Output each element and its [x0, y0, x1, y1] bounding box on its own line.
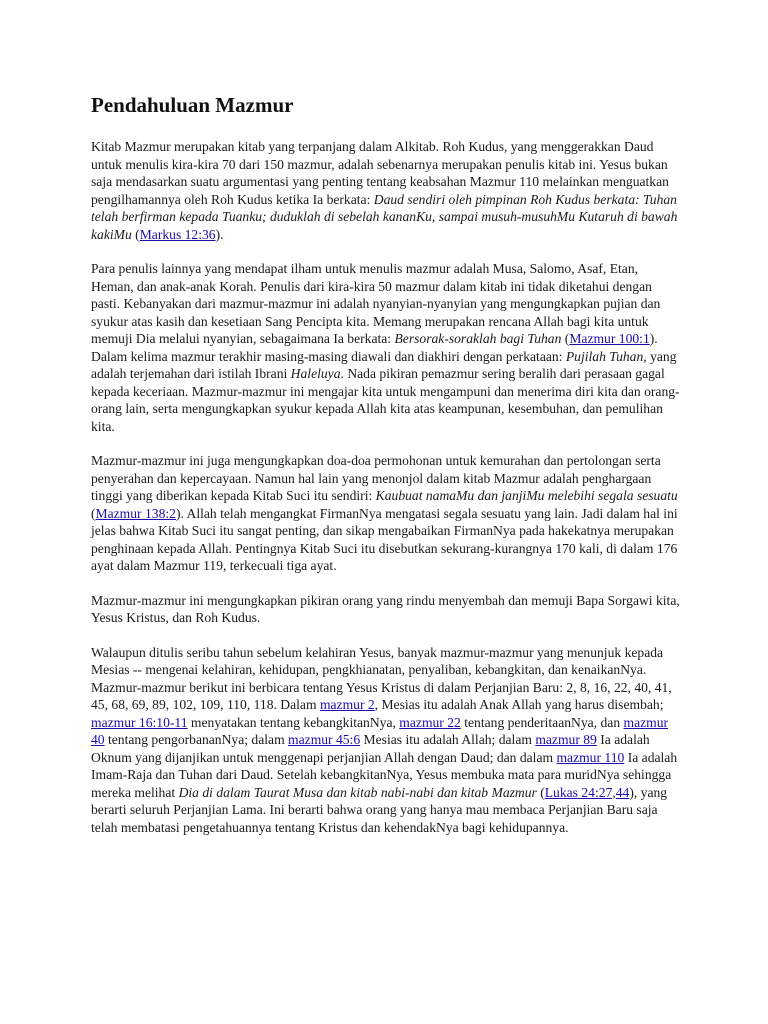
text: Para penulis lainnya yang mendapat ilham untuk menulis mazmur adalah Musa, Salomo, Asaf, Etan, Heman, dan anak-anak Korah. Penulis dari kira-kira 50 mazmur dalam kitab ini tidak diketahui dengan pasti. Kebanyakan dari mazmur-mazmur ini adalah nyanyian-nyanyian yang mengungkapkan pujian dan syukur atas kasih dan kesetiaan Sang Pencipta kita. Memang merupakan rencana Allah bagi kita untuk memuji Dia melalui nyanyian, sebagaimana Ia berkata: — [91, 261, 661, 346]
text: menyatakan tentang kebangkitanNya, — [187, 714, 400, 730]
text: ). Dalam kelima mazmur terakhir masing-masing diawali dan diakhiri dengan perkataan: — [91, 331, 658, 364]
paragraph-5 — [91, 644, 681, 837]
quote: Daud sendiri oleh pimpinan Roh Kudus berkata: Tuhan telah berfirman kepada Tuanku; duduklah di sebelah kananKu, sampai musuh-musuhMu Kutaruh di bawah kakiMu — [91, 191, 678, 242]
page-title: Pendahuluan Mazmur — [91, 93, 294, 117]
text: ). Allah telah mengangkat FirmanNya mengatasi segala sesuatu yang lain. Jadi dalam hal ini jelas bahwa Kitab Suci itu sangat penting, dan sikap mengabaikan FirmanNya pada hakekatnya merupakan penghinaan kepada Allah. Pentingnya Kitab Suci itu disebutkan sekurang-kurangnya 170 kali, di dalam 176 ayat dalam Mazmur 119, terkecuali tiga ayat. — [91, 505, 678, 573]
link-mazmur-89[interactable]: mazmur 89 — [535, 732, 597, 747]
text: Mazmur-mazmur ini juga mengungkapkan doa-doa permohonan untuk kemurahan dan pertolongan serta penyerahan dan kepercayaan. Namun hal lain yang menonjol dalam kitab Mazmur adalah penghargaan tinggi yang diberikan kepada Kitab Suci itu sendiri: — [91, 453, 661, 503]
text: , Mesias itu adalah Anak Allah yang harus disembah; — [374, 697, 664, 712]
text: Mesias itu adalah Allah; dalam — [360, 732, 536, 747]
quote: Haleluya — [290, 366, 341, 381]
text: Kitab Mazmur merupakan kitab yang terpanjang dalam Alkitab. Roh Kudus, yang menggerakkan Daud untuk menulis kira-kira 70 dari 150 mazmur, adalah sebenarnya merupakan penulis kitab ini. Yesus bukan saja mendasarkan suatu argumentasi yang penting tentang keabsahan Mazmur 110 melainkan menguatkan pengilhamannya oleh Roh Kudus ketika Ia berkata: — [91, 139, 669, 207]
quote: Kaubuat namaMu dan janjiMu melebihi segala sesuatu — [375, 488, 678, 503]
paragraph-2 — [91, 260, 681, 435]
text: ( — [91, 505, 96, 521]
link-mazmur-40[interactable]: mazmur 40 — [91, 714, 669, 747]
text: ( — [561, 331, 570, 346]
link-mazmur-110[interactable]: mazmur 110 — [556, 749, 625, 765]
link-lukas-24-27-44[interactable]: Lukas 24:27,44 — [544, 784, 630, 800]
link-mazmur-138-2[interactable]: Mazmur 138:2 — [95, 505, 176, 521]
link-mazmur-45-6[interactable]: mazmur 45:6 — [288, 732, 361, 747]
link-mazmur-16-10-11[interactable]: mazmur 16:10-11 — [91, 714, 188, 730]
paragraph-4 — [91, 592, 681, 627]
text: ( — [131, 226, 140, 242]
quote: Pujilah Tuhan — [565, 348, 644, 364]
text: tentang pengorbananNya; dalam — [104, 732, 289, 747]
text: ( — [536, 784, 545, 800]
text: Walaupun ditulis seribu tahun sebelum kelahiran Yesus, banyak mazmur-mazmur yang menunjuk kepada Mesias -- mengenai kelahiran, kehidupan, pengkhianatan, penyaliban, kebangkitan, dan kenaikanNya. Mazmur-mazmur berikut ini berbicara tentang Yesus Kristus di dalam Perjanjian Baru: 2, 8, 16, 22, 40, 41, 45, 68, 69, 89, 102, 109, 110, 118. Dalam — [91, 644, 672, 712]
link-mazmur-22[interactable]: mazmur 22 — [399, 714, 461, 730]
text: . Nada pikiran pemazmur sering beralih dari perasaan gagal kepada keceriaan. Mazmur-mazmur ini mengajar kita untuk mengampuni dan menerima diri kita dan orang-orang lain, serta mengungkapkan syukur kepada Allah kita atas keampunan, kesembuhan, dan pemulihan kita. — [91, 366, 680, 434]
text: Ia adalah Imam-Raja dan Tuhan dari Daud. Setelah kebangkitanNya, Yesus membuka mata para muridNya sehingga mereka melihat — [91, 749, 678, 800]
paragraph-3 — [91, 452, 681, 575]
text: Ia adalah Oknum yang dijanjikan untuk menggenapi perjanjian Allah dengan Daud; dan dalam — [91, 732, 650, 765]
text: ), yang berarti seluruh Perjanjian Lama. Ini berarti bahwa orang yang hanya mau membaca Perjanjian Baru saja telah membatasi pengetahuannya tentang Kristus dan kehendakNya bagi kehidupannya. — [91, 784, 668, 835]
link-mazmur-2[interactable]: mazmur 2 — [319, 697, 375, 712]
link-mazmur-100-1[interactable]: Mazmur 100:1 — [569, 331, 650, 346]
text: ). — [215, 226, 224, 242]
quote: Dia di dalam Taurat Musa dan kitab nabi-nabi dan kitab Mazmur — [178, 784, 537, 800]
text: tentang penderitaanNya, dan — [460, 714, 624, 730]
paragraph-1 — [91, 138, 681, 243]
quote: Bersorak-soraklah bagi Tuhan — [394, 331, 562, 346]
document-page — [91, 92, 681, 853]
text: , yang adalah terjemahan dari istilah Ibrani — [91, 348, 677, 381]
link-markus-12-36[interactable]: Markus 12:36 — [139, 226, 216, 242]
text: Mazmur-mazmur ini mengungkapkan pikiran orang yang rindu menyembah dan memuji Bapa Sorgawi kita, Yesus Kristus, dan Roh Kudus. — [91, 592, 680, 625]
